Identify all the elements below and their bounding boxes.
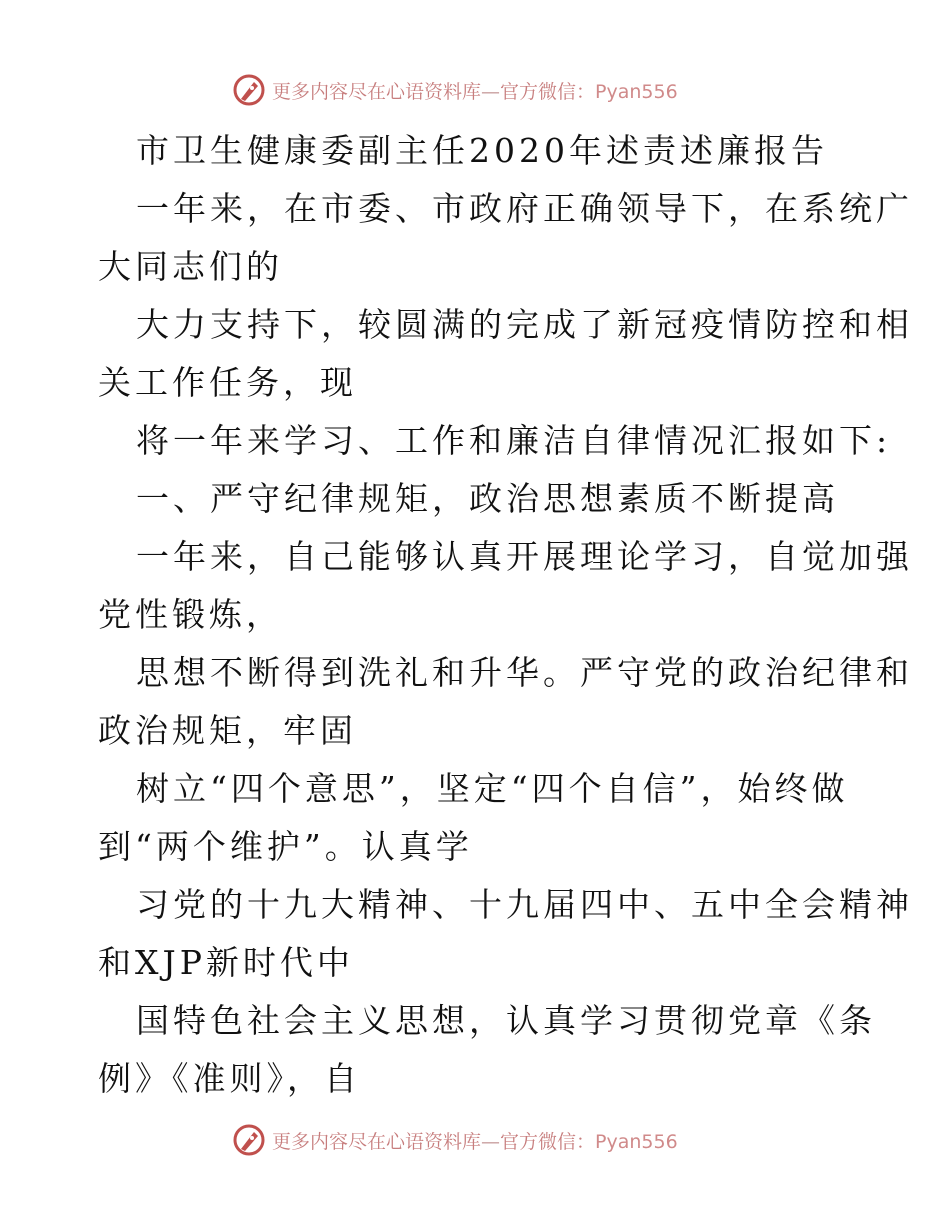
paragraph-line: 大力支持下，较圆满的完成了新冠疫情防控和相: [136, 305, 913, 344]
paragraph-line: 到“两个维护”。认真学: [98, 827, 473, 866]
footer-contact-label: 官方微信：: [500, 1130, 596, 1153]
paragraph-line: 国特色社会主义思想，认真学习贯彻党章《条: [136, 1001, 876, 1040]
paragraph-line: 大同志们的: [98, 247, 283, 286]
header-slogan: 更多内容尽在心语资料库: [272, 80, 482, 103]
paragraph-line: 党性锻炼，: [98, 595, 283, 634]
footer-text: [272, 1127, 678, 1154]
paragraph-line: 习党的十九大精神、十九届四中、五中全会精神: [136, 885, 913, 924]
paragraph-line: 将一年来学习、工作和廉洁自律情况汇报如下:: [136, 421, 892, 460]
document-body: [98, 122, 913, 1108]
document-title: 市卫生健康委副主任2020年述责述廉报告: [136, 131, 828, 170]
header-text: [272, 77, 678, 104]
paragraph-line: 例》《准则》，自: [98, 1059, 361, 1098]
pen-nib-logo-icon: [232, 1123, 266, 1157]
paragraph-line: 政治规矩，牢固: [98, 711, 357, 750]
footer-watermark: [232, 1122, 678, 1158]
footer-slogan: 更多内容尽在心语资料库: [272, 1130, 482, 1153]
header-contact-label: 官方微信：: [500, 80, 596, 103]
paragraph-line: 思想不断得到洗礼和升华。严守党的政治纪律和: [136, 653, 913, 692]
header-brand: Pyan556: [595, 80, 678, 103]
pen-nib-logo-icon: [232, 73, 266, 107]
paragraph-line: 一年来，自己能够认真开展理论学习，自觉加强: [136, 537, 913, 576]
paragraph-line: 树立“四个意思”，坚定“四个自信”，始终做: [136, 769, 849, 808]
header-watermark: [232, 72, 678, 108]
paragraph-line: 关工作任务，现: [98, 363, 357, 402]
section-heading: 一、严守纪律规矩，政治思想素质不断提高: [136, 479, 839, 518]
paragraph-line: 和XJP新时代中: [98, 943, 354, 982]
footer-separator: —: [481, 1130, 501, 1153]
paragraph-line: 一年来，在市委、市政府正确领导下，在系统广: [136, 189, 913, 228]
footer-brand: Pyan556: [595, 1130, 678, 1153]
header-separator: —: [481, 80, 501, 103]
